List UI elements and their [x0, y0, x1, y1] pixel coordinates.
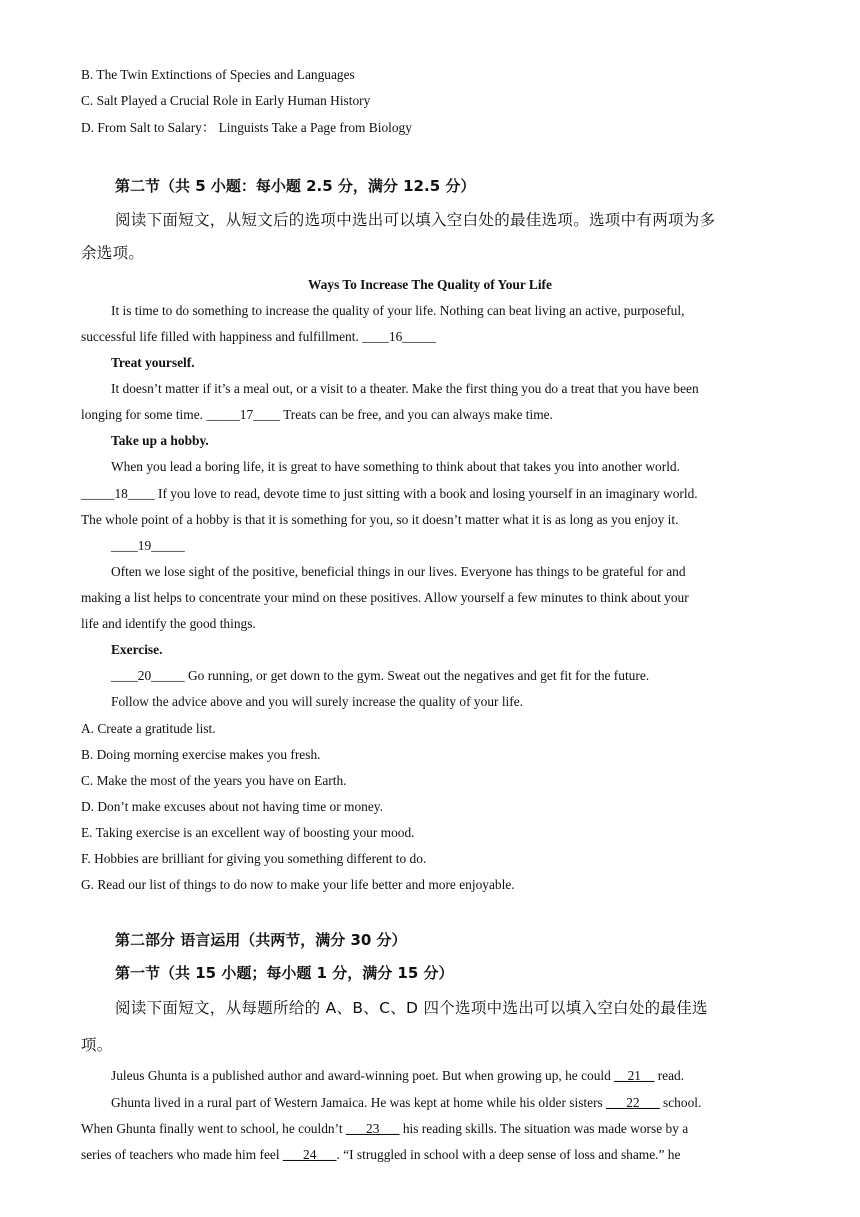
passage-line: life and identify the good things. — [81, 616, 256, 631]
cloze-text: . “I struggled in school with a deep sense of loss and shame.” he — [336, 1147, 681, 1162]
option-f: F. Hobbies are brilliant for giving you something different to do. — [81, 851, 427, 866]
option-e: E. Taking exercise is an excellent way of boosting your mood. — [81, 825, 415, 840]
prev-option-b: B. The Twin Extinctions of Species and Languages — [81, 67, 355, 82]
cloze-text: school. — [659, 1095, 702, 1110]
option-c: C. Make the most of the years you have on Earth. — [81, 773, 347, 788]
passage-line: longing for some time. _____17____ Treats can be free, and you can always make time. — [81, 407, 553, 422]
cloze-line — [111, 1067, 684, 1085]
cloze-line — [81, 1120, 688, 1138]
passage-line: making a list helps to concentrate your mind on these positives. Allow yourself a few minutes to think about your — [81, 590, 689, 605]
blank-22: ___22___ — [606, 1095, 660, 1110]
passage-line: When you lead a boring life, it is great to have something to think about that takes you into another world. — [111, 459, 680, 474]
cloze-text: Ghunta lived in a rural part of Western Jamaica. He was kept at home while his older sisters — [111, 1095, 607, 1110]
passage-line: Often we lose sight of the positive, beneficial things in our lives. Everyone has things to be grateful for and — [111, 564, 686, 579]
prev-option-d: D. From Salt to Salary： Linguists Take a Page from Biology — [81, 120, 412, 135]
passage-line: _____18____ If you love to read, devote time to just sitting with a book and losing yourself in an imaginary world. — [81, 486, 698, 501]
cloze-line — [111, 1094, 701, 1112]
section2-heading: 第二节（共 5 小题：每小题 2.5 分，满分 12.5 分） — [115, 177, 476, 195]
option-a: A. Create a gratitude list. — [81, 721, 216, 736]
cloze-text: series of teachers who made him feel — [81, 1147, 283, 1162]
cloze-text: When Ghunta finally went to school, he couldn’t — [81, 1121, 346, 1136]
subheading-exercise: Exercise. — [111, 642, 163, 657]
option-b: B. Doing morning exercise makes you fresh. — [81, 747, 321, 762]
prev-option-c: C. Salt Played a Crucial Role in Early Human History — [81, 93, 371, 108]
blank-23: ___23___ — [345, 1121, 400, 1136]
passage-title: Ways To Increase The Quality of Your Life — [308, 277, 552, 292]
section2-instruction-line2: 余选项。 — [81, 244, 145, 262]
part2-instruction-line1: 阅读下面短文，从每题所给的 A、B、C、D 四个选项中选出可以填入空白处的最佳选 — [115, 999, 708, 1017]
part2-heading: 第二部分 语言运用（共两节，满分 30 分） — [115, 931, 407, 949]
blank-24: ___24___ — [282, 1147, 337, 1162]
cloze-text: Juleus Ghunta is a published author and award-winning poet. But when growing up, he could — [111, 1068, 615, 1083]
passage-line: successful life filled with happiness and fulfillment. ____16_____ — [81, 329, 436, 344]
option-g: G. Read our list of things to do now to make your life better and more enjoyable. — [81, 877, 515, 892]
passage-line: Follow the advice above and you will surely increase the quality of your life. — [111, 694, 524, 709]
part2-subheading: 第一节（共 15 小题；每小题 1 分，满分 15 分） — [115, 964, 454, 982]
passage-line: It is time to do something to increase the quality of your life. Nothing can beat living an active, purposeful, — [111, 303, 685, 318]
passage-line: The whole point of a hobby is that it is something for you, so it doesn’t matter what it is as long as you enjoy it. — [81, 512, 679, 527]
cloze-text: read. — [654, 1068, 685, 1083]
option-d: D. Don’t make excuses about not having time or money. — [81, 799, 383, 814]
passage-line: It doesn’t matter if it’s a meal out, or a visit to a theater. Make the first thing you do a treat that you have been — [111, 381, 699, 396]
cloze-line — [81, 1146, 680, 1164]
cloze-text: his reading skills. The situation was made worse by a — [399, 1121, 689, 1136]
subheading-treat: Treat yourself. — [111, 355, 195, 370]
part2-instruction-line2: 项。 — [81, 1036, 113, 1054]
subheading-hobby: Take up a hobby. — [111, 433, 209, 448]
blank-19: ____19_____ — [111, 538, 185, 553]
passage-line: ____20_____ Go running, or get down to the gym. Sweat out the negatives and get fit for the future. — [111, 668, 650, 683]
blank-21: __21__ — [614, 1068, 655, 1083]
section2-instruction-line1: 阅读下面短文，从短文后的选项中选出可以填入空白处的最佳选项。选项中有两项为多 — [115, 211, 716, 229]
